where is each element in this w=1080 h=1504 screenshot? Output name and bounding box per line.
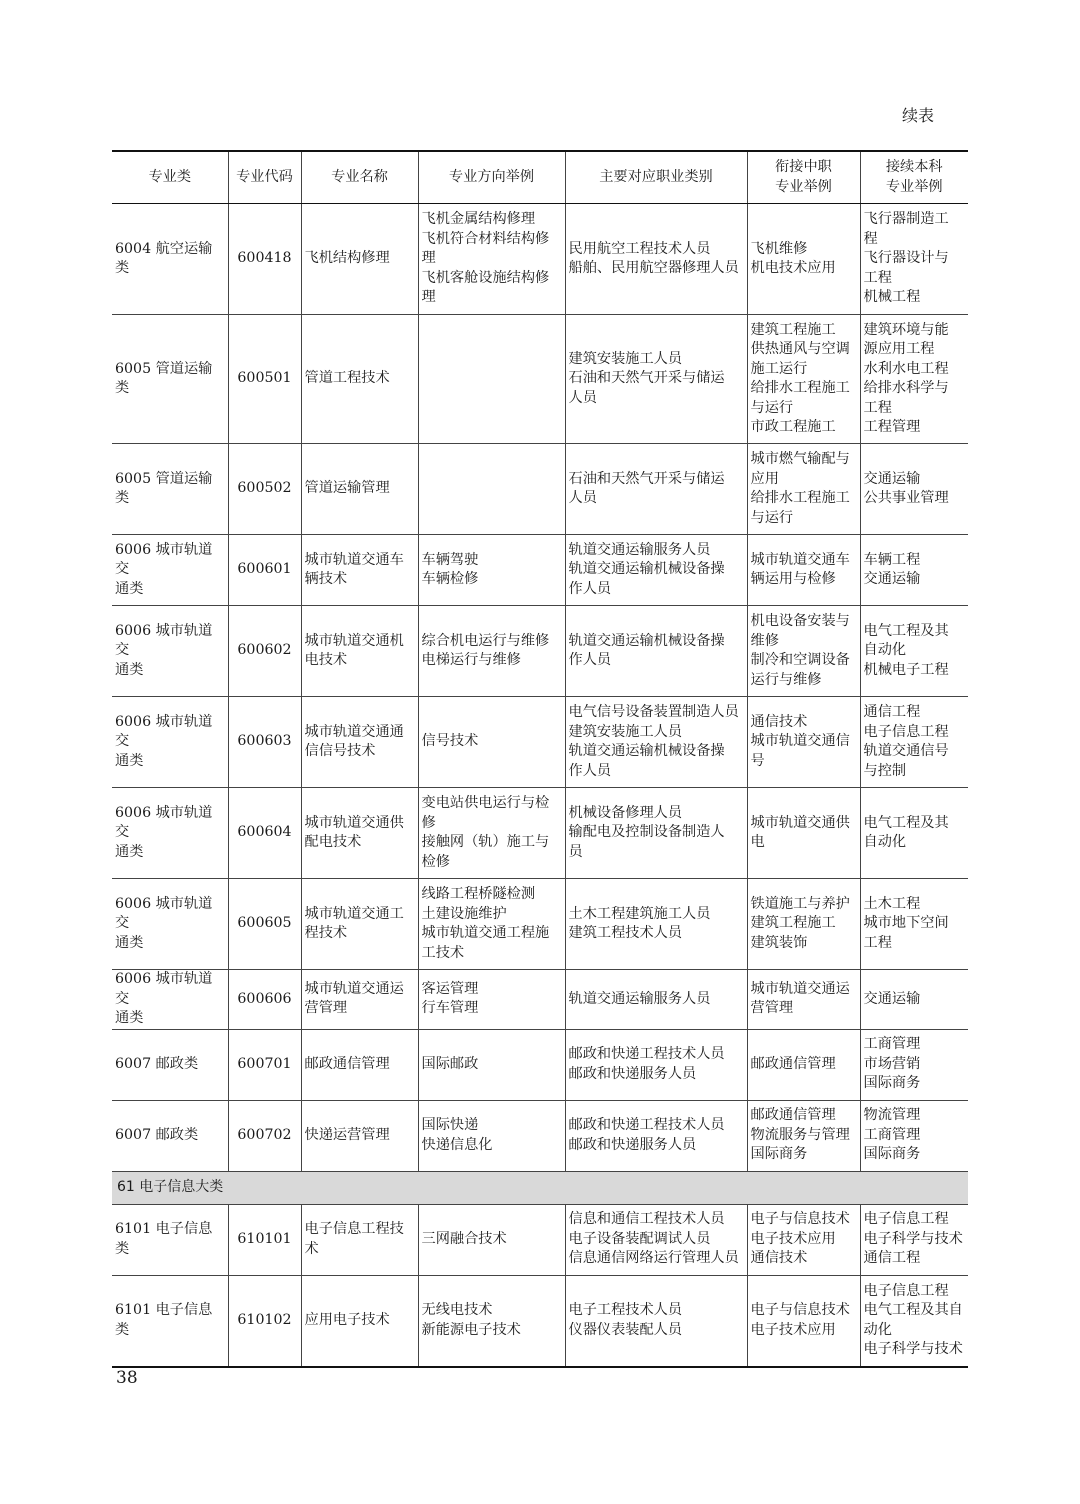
header-name: 专业名称 <box>301 151 418 204</box>
cell-code: 600702 <box>228 1100 301 1171</box>
cell-directions: 变电站供电运行与检 修 接触网（轨）施工与 检修 <box>418 788 565 879</box>
cell-name: 城市轨道交通供 配电技术 <box>301 788 418 879</box>
cell-name: 邮政通信管理 <box>301 1029 418 1100</box>
cell-category: 6006 城市轨道交 通类 <box>112 697 228 788</box>
cell-category: 6007 邮政类 <box>112 1100 228 1171</box>
cell-bachelor: 通信工程 电子信息工程 轨道交通信号 与控制 <box>860 697 968 788</box>
cell-code: 600501 <box>228 315 301 444</box>
cell-category: 6006 城市轨道交 通类 <box>112 788 228 879</box>
cell-directions: 综合机电运行与维修 电梯运行与维修 <box>418 606 565 697</box>
cell-secondary: 邮政通信管理 <box>747 1029 860 1100</box>
cell-name: 应用电子技术 <box>301 1275 418 1367</box>
cell-secondary: 城市轨道交通运 营管理 <box>747 970 860 1030</box>
cell-directions <box>418 444 565 535</box>
cell-bachelor: 建筑环境与能 源应用工程 水利水电工程 给排水科学与 工程 工程管理 <box>860 315 968 444</box>
cell-bachelor: 交通运输 <box>860 970 968 1030</box>
cell-directions: 无线电技术 新能源电子技术 <box>418 1275 565 1367</box>
cell-category: 6006 城市轨道交 通类 <box>112 535 228 606</box>
table-row <box>112 315 968 444</box>
header-code: 专业代码 <box>228 151 301 204</box>
header-directions: 专业方向举例 <box>418 151 565 204</box>
cell-category: 6006 城市轨道交 通类 <box>112 879 228 970</box>
table-row <box>112 606 968 697</box>
table-row <box>112 444 968 535</box>
cell-code: 610102 <box>228 1275 301 1367</box>
cell-secondary: 铁道施工与养护 建筑工程施工 建筑装饰 <box>747 879 860 970</box>
cell-secondary: 通信技术 城市轨道交通信 号 <box>747 697 860 788</box>
majors-table <box>112 150 968 1368</box>
cell-secondary: 城市轨道交通车 辆运用与检修 <box>747 535 860 606</box>
cell-name: 快递运营管理 <box>301 1100 418 1171</box>
cell-directions: 信号技术 <box>418 697 565 788</box>
cell-code: 600502 <box>228 444 301 535</box>
group-header-label: 61 电子信息大类 <box>112 1171 968 1204</box>
cell-occupations: 邮政和快递工程技术人员 邮政和快递服务人员 <box>565 1029 747 1100</box>
cell-code: 600601 <box>228 535 301 606</box>
cell-secondary: 电子与信息技术 电子技术应用 <box>747 1275 860 1367</box>
cell-bachelor: 工商管理 市场营销 国际商务 <box>860 1029 968 1100</box>
continuation-label: 续表 <box>901 106 934 125</box>
cell-category: 6004 航空运输类 <box>112 204 228 315</box>
cell-occupations: 机械设备修理人员 输配电及控制设备制造人 员 <box>565 788 747 879</box>
cell-secondary: 建筑工程施工 供热通风与空调 施工运行 给排水工程施工 与运行 市政工程施工 <box>747 315 860 444</box>
cell-name: 城市轨道交通运 营管理 <box>301 970 418 1030</box>
table-row <box>112 1275 968 1367</box>
cell-secondary: 电子与信息技术 电子技术应用 通信技术 <box>747 1204 860 1275</box>
cell-directions: 三网融合技术 <box>418 1204 565 1275</box>
cell-occupations: 轨道交通运输服务人员 轨道交通运输机械设备操 作人员 <box>565 535 747 606</box>
cell-category: 6006 城市轨道交 通类 <box>112 970 228 1030</box>
cell-bachelor: 交通运输 公共事业管理 <box>860 444 968 535</box>
cell-directions: 客运管理 行车管理 <box>418 970 565 1030</box>
cell-directions: 国际邮政 <box>418 1029 565 1100</box>
cell-category: 6006 城市轨道交 通类 <box>112 606 228 697</box>
cell-bachelor: 车辆工程 交通运输 <box>860 535 968 606</box>
cell-category: 6005 管道运输类 <box>112 315 228 444</box>
cell-directions: 车辆驾驶 车辆检修 <box>418 535 565 606</box>
cell-occupations: 建筑安装施工人员 石油和天然气开采与储运 人员 <box>565 315 747 444</box>
cell-code: 600605 <box>228 879 301 970</box>
table-row <box>112 697 968 788</box>
cell-code: 600602 <box>228 606 301 697</box>
cell-occupations: 电子工程技术人员 仪器仪表装配人员 <box>565 1275 747 1367</box>
group-header-row <box>112 1171 968 1204</box>
header-row <box>112 151 968 204</box>
header-occupations: 主要对应职业类别 <box>565 151 747 204</box>
cell-bachelor: 飞行器制造工 程 飞行器设计与 工程 机械工程 <box>860 204 968 315</box>
cell-code: 610101 <box>228 1204 301 1275</box>
cell-occupations: 石油和天然气开采与储运 人员 <box>565 444 747 535</box>
cell-secondary: 城市轨道交通供 电 <box>747 788 860 879</box>
cell-occupations: 电气信号设备装置制造人员 建筑安装施工人员 轨道交通运输机械设备操 作人员 <box>565 697 747 788</box>
table-row <box>112 879 968 970</box>
cell-category: 6005 管道运输类 <box>112 444 228 535</box>
cell-occupations: 轨道交通运输服务人员 <box>565 970 747 1030</box>
cell-bachelor: 电气工程及其 自动化 机械电子工程 <box>860 606 968 697</box>
cell-code: 600606 <box>228 970 301 1030</box>
cell-directions: 线路工程桥隧检测 土建设施维护 城市轨道交通工程施 工技术 <box>418 879 565 970</box>
cell-bachelor: 电气工程及其 自动化 <box>860 788 968 879</box>
cell-name: 城市轨道交通车 辆技术 <box>301 535 418 606</box>
table-row <box>112 788 968 879</box>
table-row <box>112 1029 968 1100</box>
cell-category: 6007 邮政类 <box>112 1029 228 1100</box>
table-row <box>112 204 968 315</box>
cell-name: 管道工程技术 <box>301 315 418 444</box>
header-bachelor: 接续本科 专业举例 <box>860 151 968 204</box>
cell-category: 6101 电子信息类 <box>112 1204 228 1275</box>
cell-bachelor: 电子信息工程 电子科学与技术 通信工程 <box>860 1204 968 1275</box>
table-row <box>112 1100 968 1171</box>
cell-name: 飞机结构修理 <box>301 204 418 315</box>
cell-name: 城市轨道交通通 信信号技术 <box>301 697 418 788</box>
cell-name: 管道运输管理 <box>301 444 418 535</box>
cell-name: 城市轨道交通机 电技术 <box>301 606 418 697</box>
cell-occupations: 轨道交通运输机械设备操 作人员 <box>565 606 747 697</box>
cell-occupations: 民用航空工程技术人员 船舶、民用航空器修理人员 <box>565 204 747 315</box>
cell-occupations: 土木工程建筑施工人员 建筑工程技术人员 <box>565 879 747 970</box>
cell-directions: 飞机金属结构修理 飞机符合材料结构修 理 飞机客舱设施结构修 理 <box>418 204 565 315</box>
table-body <box>112 204 968 1367</box>
cell-code: 600418 <box>228 204 301 315</box>
cell-category: 6101 电子信息类 <box>112 1275 228 1367</box>
cell-occupations: 邮政和快递工程技术人员 邮政和快递服务人员 <box>565 1100 747 1171</box>
header-category: 专业类 <box>112 151 228 204</box>
table-row <box>112 1204 968 1275</box>
cell-directions <box>418 315 565 444</box>
cell-bachelor: 土木工程 城市地下空间 工程 <box>860 879 968 970</box>
cell-bachelor: 电子信息工程 电气工程及其自 动化 电子科学与技术 <box>860 1275 968 1367</box>
cell-occupations: 信息和通信工程技术人员 电子设备装配调试人员 信息通信网络运行管理人员 <box>565 1204 747 1275</box>
table-row <box>112 535 968 606</box>
cell-code: 600603 <box>228 697 301 788</box>
header-secondary: 衔接中职 专业举例 <box>747 151 860 204</box>
cell-bachelor: 物流管理 工商管理 国际商务 <box>860 1100 968 1171</box>
cell-name: 城市轨道交通工 程技术 <box>301 879 418 970</box>
page-number: 38 <box>116 1368 138 1388</box>
table-row <box>112 970 968 1030</box>
cell-code: 600701 <box>228 1029 301 1100</box>
cell-secondary: 城市燃气输配与 应用 给排水工程施工 与运行 <box>747 444 860 535</box>
cell-secondary: 飞机维修 机电技术应用 <box>747 204 860 315</box>
cell-name: 电子信息工程技 术 <box>301 1204 418 1275</box>
cell-directions: 国际快递 快递信息化 <box>418 1100 565 1171</box>
cell-code: 600604 <box>228 788 301 879</box>
cell-secondary: 机电设备安装与 维修 制冷和空调设备 运行与维修 <box>747 606 860 697</box>
cell-secondary: 邮政通信管理 物流服务与管理 国际商务 <box>747 1100 860 1171</box>
